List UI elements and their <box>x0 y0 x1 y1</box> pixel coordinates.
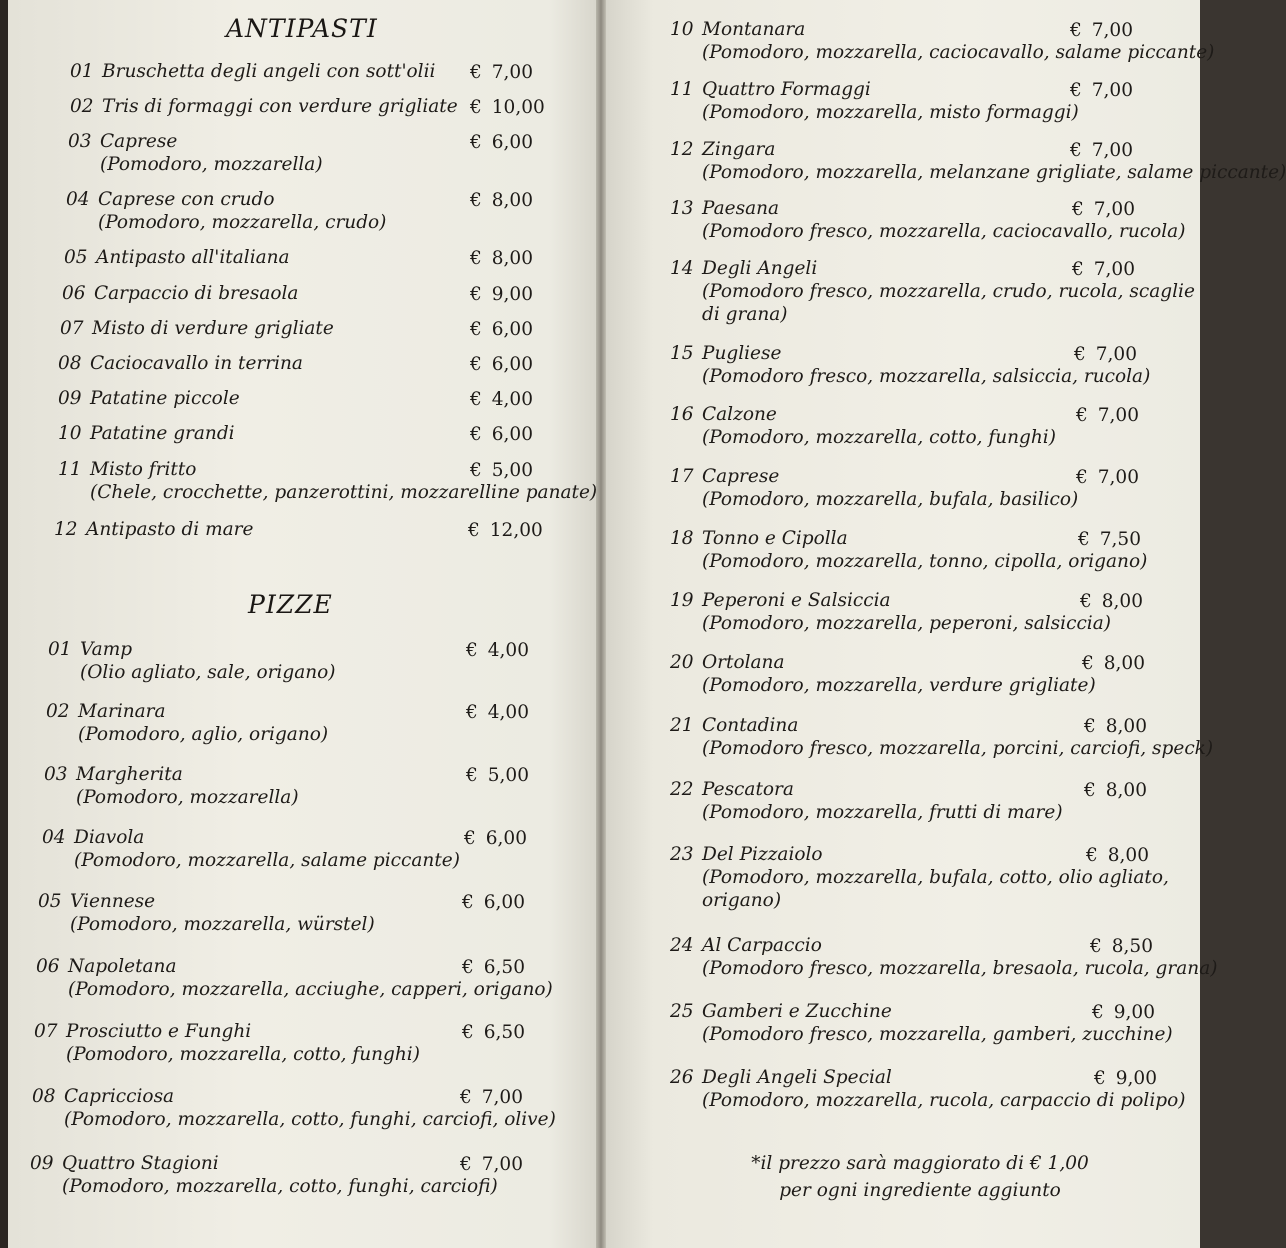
pizze-title: PIZZE <box>248 590 333 619</box>
price-value: 8,00 <box>1103 653 1145 674</box>
price-value: 6,50 <box>483 957 525 978</box>
currency-symbol: € <box>466 765 478 786</box>
pizze-item-margherita <box>44 763 299 809</box>
item-price <box>470 62 533 83</box>
currency-symbol: € <box>470 190 482 211</box>
item-number: 05 <box>64 247 88 268</box>
price-value: 7,00 <box>1093 259 1135 280</box>
currency-symbol: € <box>462 957 474 978</box>
item-number: 20 <box>670 652 694 673</box>
antipasti-item-caciocavallo-in-terrina <box>58 352 303 375</box>
pizze-item-caprese <box>670 465 1078 511</box>
pizze-item-vamp <box>48 638 336 684</box>
price-value: 7,00 <box>1095 344 1137 365</box>
price-note-line2: per ogni ingrediente aggiunto <box>779 1180 1061 1201</box>
item-number: 15 <box>670 343 694 364</box>
item-description: (Pomodoro, mozzarella, cotto, funghi) <box>66 1044 420 1065</box>
item-name: Montanara <box>702 19 806 40</box>
item-description: (Pomodoro, mozzarella, verdure grigliate) <box>702 675 1096 696</box>
item-number: 21 <box>670 715 694 736</box>
currency-symbol: € <box>1080 591 1092 612</box>
price-note-line1: *il prezzo sarà maggiorato di € 1,00 <box>751 1153 1089 1174</box>
item-name: Contadina <box>702 715 799 736</box>
currency-symbol: € <box>1076 467 1088 488</box>
price-value: 7,00 <box>1091 80 1133 101</box>
currency-symbol: € <box>460 1087 472 1108</box>
item-price <box>470 460 533 481</box>
antipasti-item-antipasto-all-italiana <box>64 246 290 269</box>
currency-symbol: € <box>470 62 482 83</box>
item-number: 10 <box>58 423 82 444</box>
item-number: 13 <box>670 198 694 219</box>
item-description: (Olio agliato, sale, origano) <box>80 662 336 683</box>
item-name: Napoletana <box>68 956 177 977</box>
currency-symbol: € <box>470 319 482 340</box>
item-name: Caprese <box>100 131 178 152</box>
item-number: 08 <box>32 1086 56 1107</box>
antipasti-item-carpaccio-di-bresaola <box>62 282 298 305</box>
item-price <box>1090 936 1153 957</box>
cover-edge <box>0 0 8 1248</box>
item-price <box>1070 20 1133 41</box>
item-number: 07 <box>34 1021 58 1042</box>
item-number: 14 <box>670 258 694 279</box>
antipasti-item-patatine-grandi <box>58 422 235 445</box>
item-name: Viennese <box>70 891 156 912</box>
item-price <box>470 424 533 445</box>
item-price <box>466 640 529 661</box>
currency-symbol: € <box>462 1022 474 1043</box>
price-value: 6,00 <box>491 354 533 375</box>
item-number: 04 <box>66 189 90 210</box>
pizze-item-peperoni-e-salsiccia <box>670 589 1111 635</box>
item-description: (Pomodoro fresco, mozzarella, bresaola, rucola, grana) <box>702 958 1218 979</box>
currency-symbol: € <box>466 640 478 661</box>
item-price <box>462 957 525 978</box>
item-price <box>470 97 545 118</box>
price-value: 6,00 <box>483 892 525 913</box>
item-name: Tonno e Cipolla <box>702 528 848 549</box>
price-value: 6,00 <box>491 424 533 445</box>
item-price <box>1074 344 1137 365</box>
item-name: Caciocavallo in terrina <box>90 353 303 374</box>
item-number: 01 <box>70 61 94 82</box>
item-price <box>464 828 527 849</box>
item-name: Antipasto all'italiana <box>96 247 290 268</box>
price-value: 7,00 <box>1097 467 1139 488</box>
item-name: Ortolana <box>702 652 785 673</box>
item-price <box>470 389 533 410</box>
item-price <box>1084 716 1147 737</box>
price-value: 7,50 <box>1099 529 1141 550</box>
item-number: 12 <box>54 519 78 540</box>
item-price <box>1094 1068 1157 1089</box>
item-number: 24 <box>670 935 694 956</box>
item-name: Prosciutto e Funghi <box>66 1021 252 1042</box>
item-name: Al Carpaccio <box>702 935 822 956</box>
item-price <box>1092 1002 1155 1023</box>
price-value: 7,00 <box>1091 140 1133 161</box>
price-value: 8,00 <box>1105 780 1147 801</box>
currency-symbol: € <box>1086 845 1098 866</box>
item-price <box>1086 845 1149 866</box>
item-description: (Pomodoro fresco, mozzarella, caciocavallo, rucola) <box>702 221 1186 242</box>
item-name: Pescatora <box>702 779 794 800</box>
price-value: 6,00 <box>491 132 533 153</box>
price-value: 8,00 <box>1101 591 1143 612</box>
item-description: (Pomodoro, mozzarella) <box>76 787 299 808</box>
item-number: 17 <box>670 466 694 487</box>
item-price <box>470 248 533 269</box>
item-name: Quattro Stagioni <box>62 1153 219 1174</box>
currency-symbol: € <box>1084 780 1096 801</box>
item-description: (Pomodoro fresco, mozzarella, crudo, rucola, scaglie <box>702 281 1195 302</box>
price-value: 5,00 <box>491 460 533 481</box>
antipasti-item-patatine-piccole <box>58 387 240 410</box>
currency-symbol: € <box>1070 80 1082 101</box>
item-number: 08 <box>58 353 82 374</box>
currency-symbol: € <box>466 702 478 723</box>
item-name: Caprese <box>702 466 780 487</box>
item-description: (Pomodoro, mozzarella, cotto, funghi, carciofi) <box>62 1176 498 1197</box>
item-price <box>460 1154 523 1175</box>
item-name: Misto di verdure grigliate <box>92 318 334 339</box>
antipasti-item-tris-di-formaggi-con-verdure-grigliate <box>70 95 458 118</box>
item-number: 05 <box>38 891 62 912</box>
currency-symbol: € <box>462 892 474 913</box>
item-price <box>462 1022 525 1043</box>
item-number: 11 <box>58 459 82 480</box>
antipasti-item-caprese-con-crudo <box>66 188 386 234</box>
item-description: (Pomodoro, mozzarella, melanzane grigliate, salame piccante) <box>702 162 1286 183</box>
item-description: (Pomodoro, mozzarella, caciocavallo, salame piccante) <box>702 42 1215 63</box>
item-price <box>466 765 529 786</box>
item-description: (Pomodoro, mozzarella, cotto, funghi, carciofi, olive) <box>64 1109 556 1130</box>
item-price <box>1084 780 1147 801</box>
pizze-item-diavola <box>42 826 460 872</box>
item-name: Diavola <box>74 827 145 848</box>
item-description: (Pomodoro, mozzarella, würstel) <box>70 914 375 935</box>
currency-symbol: € <box>470 424 482 445</box>
item-price <box>1080 591 1143 612</box>
item-name: Antipasto di mare <box>86 519 254 540</box>
pizze-item-quattro-stagioni <box>30 1152 498 1198</box>
item-name: Misto fritto <box>90 459 197 480</box>
pizze-item-ortolana <box>670 651 1096 697</box>
item-number: 02 <box>46 701 70 722</box>
currency-symbol: € <box>1072 259 1084 280</box>
item-name: Calzone <box>702 404 777 425</box>
price-note <box>730 1150 1110 1204</box>
currency-symbol: € <box>1082 653 1094 674</box>
item-number: 03 <box>44 764 68 785</box>
pizze-item-viennese <box>38 890 375 936</box>
item-description: (Pomodoro, mozzarella, bufala, cotto, olio agliato, <box>702 867 1169 888</box>
item-number: 02 <box>70 96 94 117</box>
item-price <box>462 892 525 913</box>
item-number: 09 <box>58 388 82 409</box>
pizze-item-zingara <box>670 138 1286 184</box>
page-fold <box>596 0 606 1248</box>
item-description: (Pomodoro, mozzarella) <box>100 154 323 175</box>
currency-symbol: € <box>470 284 482 305</box>
item-description-cont: di grana) <box>702 304 788 325</box>
item-price <box>470 190 533 211</box>
item-price <box>1072 259 1135 280</box>
item-name: Carpaccio di bresaola <box>94 283 299 304</box>
item-name: Bruschetta degli angeli con sott'olii <box>102 61 436 82</box>
price-value: 7,00 <box>491 62 533 83</box>
currency-symbol: € <box>1070 20 1082 41</box>
price-value: 9,00 <box>1115 1068 1157 1089</box>
price-value: 7,00 <box>481 1087 523 1108</box>
currency-symbol: € <box>1072 199 1084 220</box>
item-name: Paesana <box>702 198 780 219</box>
antipasti-item-caprese <box>68 130 323 176</box>
currency-symbol: € <box>470 460 482 481</box>
antipasti-item-bruschetta-degli-angeli-con-sott-olii <box>70 60 435 83</box>
item-name: Quattro Formaggi <box>702 79 871 100</box>
item-description: (Pomodoro, mozzarella, acciughe, capperi, origano) <box>68 979 553 1000</box>
item-number: 06 <box>62 283 86 304</box>
currency-symbol: € <box>1084 716 1096 737</box>
price-value: 4,00 <box>487 640 529 661</box>
item-price <box>468 520 543 541</box>
item-description: (Pomodoro, mozzarella, misto formaggi) <box>702 102 1079 123</box>
item-name: Degli Angeli Special <box>702 1067 892 1088</box>
price-value: 8,00 <box>491 248 533 269</box>
item-name: Vamp <box>80 639 133 660</box>
item-price <box>470 354 533 375</box>
price-value: 9,00 <box>491 284 533 305</box>
item-price <box>1078 529 1141 550</box>
item-name: Degli Angeli <box>702 258 818 279</box>
item-name: Capricciosa <box>64 1086 175 1107</box>
price-value: 7,00 <box>1093 199 1135 220</box>
item-description-cont: origano) <box>702 890 782 911</box>
item-name: Peperoni e Salsiccia <box>702 590 891 611</box>
item-price <box>1082 653 1145 674</box>
currency-symbol: € <box>464 828 476 849</box>
item-number: 22 <box>670 779 694 800</box>
currency-symbol: € <box>470 389 482 410</box>
currency-symbol: € <box>470 132 482 153</box>
item-price <box>470 319 533 340</box>
item-number: 18 <box>670 528 694 549</box>
currency-symbol: € <box>1070 140 1082 161</box>
item-name: Del Pizzaiolo <box>702 844 823 865</box>
price-value: 6,00 <box>491 319 533 340</box>
currency-symbol: € <box>470 354 482 375</box>
item-price <box>1070 80 1133 101</box>
item-number: 23 <box>670 844 694 865</box>
item-number: 26 <box>670 1067 694 1088</box>
item-name: Tris di formaggi con verdure grigliate <box>102 96 458 117</box>
item-price <box>460 1087 523 1108</box>
pizze-item-quattro-formaggi <box>670 78 1079 124</box>
item-description: (Pomodoro fresco, mozzarella, salsiccia, rucola) <box>702 366 1151 387</box>
price-value: 6,00 <box>485 828 527 849</box>
pizze-item-tonno-e-cipolla <box>670 527 1147 573</box>
item-number: 19 <box>670 590 694 611</box>
currency-symbol: € <box>1090 936 1102 957</box>
item-name: Pugliese <box>702 343 782 364</box>
item-description: (Pomodoro, mozzarella, salame piccante) <box>74 850 460 871</box>
item-number: 25 <box>670 1001 694 1022</box>
price-value: 8,00 <box>1105 716 1147 737</box>
item-number: 07 <box>60 318 84 339</box>
currency-symbol: € <box>1094 1068 1106 1089</box>
item-price <box>470 284 533 305</box>
pizze-item-prosciutto-e-funghi <box>34 1020 420 1066</box>
currency-symbol: € <box>460 1154 472 1175</box>
antipasti-title: ANTIPASTI <box>226 14 378 43</box>
price-value: 7,00 <box>481 1154 523 1175</box>
item-number: 03 <box>68 131 92 152</box>
currency-symbol: € <box>470 97 482 118</box>
item-name: Patatine grandi <box>90 423 235 444</box>
item-description: (Pomodoro, mozzarella, frutti di mare) <box>702 802 1063 823</box>
price-value: 5,00 <box>487 765 529 786</box>
pizze-item-marinara <box>46 700 328 746</box>
price-value: 7,00 <box>1097 405 1139 426</box>
currency-symbol: € <box>1074 344 1086 365</box>
item-price <box>1070 140 1133 161</box>
price-value: 12,00 <box>489 520 543 541</box>
price-value: 6,50 <box>483 1022 525 1043</box>
item-price <box>1072 199 1135 220</box>
item-name: Caprese con crudo <box>98 189 275 210</box>
price-value: 7,00 <box>1091 20 1133 41</box>
item-number: 11 <box>670 79 694 100</box>
item-price <box>466 702 529 723</box>
pizze-item-pescatora <box>670 778 1063 824</box>
price-value: 4,00 <box>487 702 529 723</box>
item-name: Zingara <box>702 139 776 160</box>
currency-symbol: € <box>470 248 482 269</box>
item-number: 09 <box>30 1153 54 1174</box>
item-description: (Pomodoro fresco, mozzarella, gamberi, zucchine) <box>702 1024 1173 1045</box>
item-name: Patatine piccole <box>90 388 240 409</box>
antipasti-item-misto-di-verdure-grigliate <box>60 317 334 340</box>
item-description: (Pomodoro, mozzarella, cotto, funghi) <box>702 427 1056 448</box>
item-description: (Pomodoro, mozzarella, bufala, basilico) <box>702 489 1079 510</box>
item-description: (Pomodoro, mozzarella, rucola, carpaccio di polipo) <box>702 1090 1186 1111</box>
price-value: 8,00 <box>1107 845 1149 866</box>
item-description: (Pomodoro, aglio, origano) <box>78 724 329 745</box>
item-number: 12 <box>670 139 694 160</box>
item-description: (Pomodoro, mozzarella, crudo) <box>98 212 387 233</box>
price-value: 9,00 <box>1113 1002 1155 1023</box>
item-name: Marinara <box>78 701 166 722</box>
item-number: 16 <box>670 404 694 425</box>
currency-symbol: € <box>468 520 480 541</box>
item-description: (Pomodoro, mozzarella, tonno, cipolla, origano) <box>702 551 1148 572</box>
item-number: 04 <box>42 827 66 848</box>
item-name: Gamberi e Zucchine <box>702 1001 892 1022</box>
antipasti-item-antipasto-di-mare <box>54 518 253 541</box>
item-description: (Chele, crocchette, panzerottini, mozzarelline panate) <box>90 482 598 503</box>
currency-symbol: € <box>1076 405 1088 426</box>
item-price <box>470 132 533 153</box>
item-number: 06 <box>36 956 60 977</box>
currency-symbol: € <box>1092 1002 1104 1023</box>
item-description: (Pomodoro fresco, mozzarella, porcini, carciofi, speck) <box>702 738 1214 759</box>
item-description: (Pomodoro, mozzarella, peperoni, salsiccia) <box>702 613 1111 634</box>
item-number: 10 <box>670 19 694 40</box>
currency-symbol: € <box>1078 529 1090 550</box>
price-value: 4,00 <box>491 389 533 410</box>
price-value: 10,00 <box>491 97 545 118</box>
price-value: 8,00 <box>491 190 533 211</box>
item-price <box>1076 467 1139 488</box>
pizze-item-calzone <box>670 403 1056 449</box>
price-value: 8,50 <box>1111 936 1153 957</box>
item-price <box>1076 405 1139 426</box>
item-name: Margherita <box>76 764 183 785</box>
item-number: 01 <box>48 639 72 660</box>
